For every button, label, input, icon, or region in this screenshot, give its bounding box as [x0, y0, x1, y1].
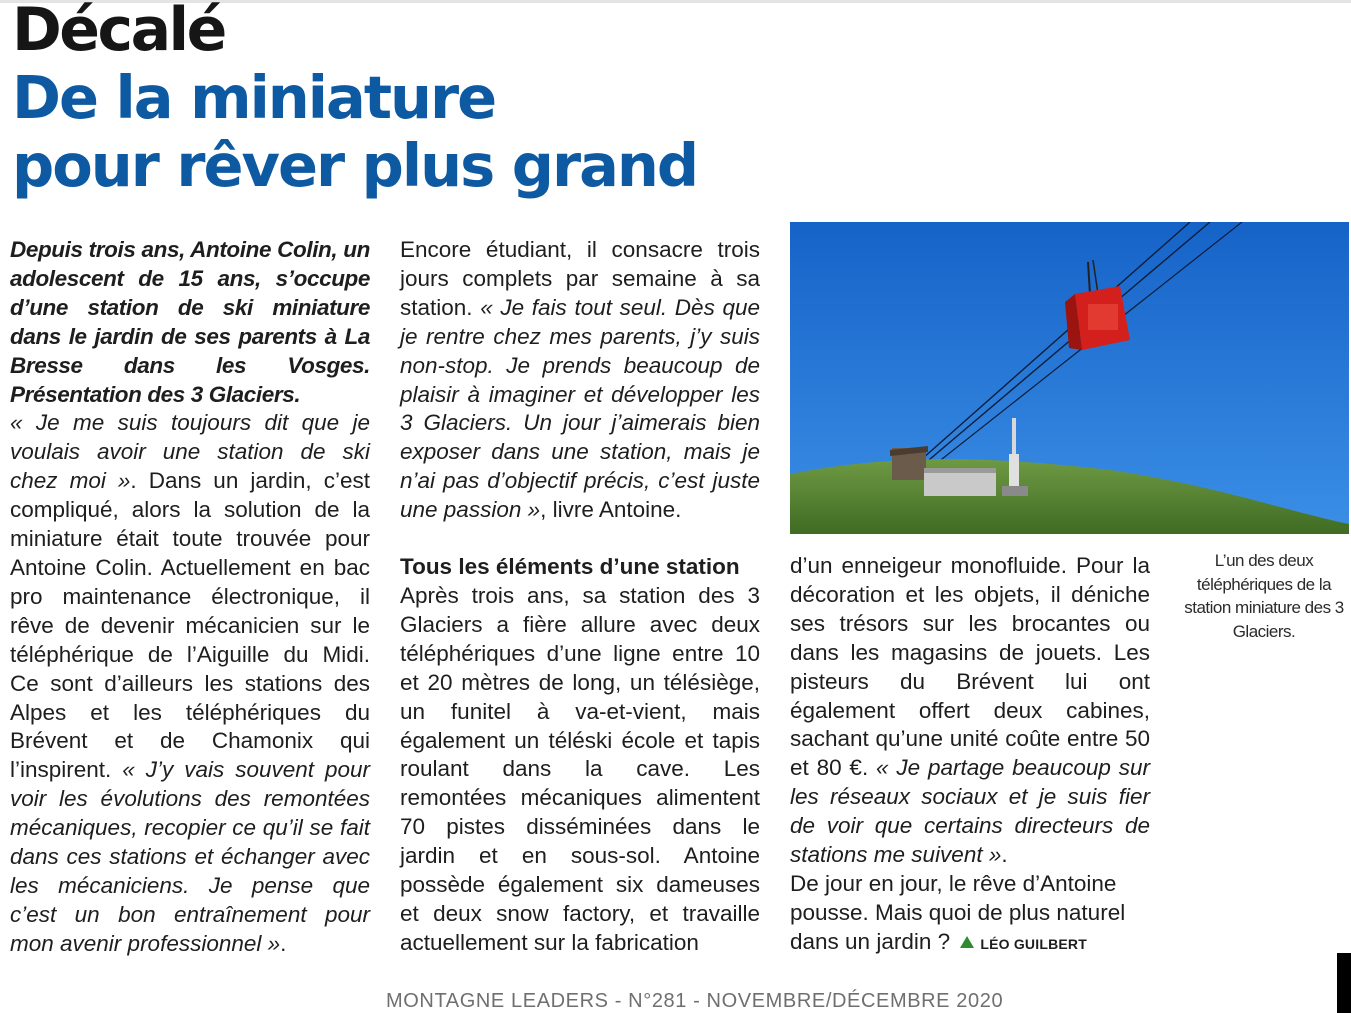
body-paragraph-4 [790, 552, 1150, 870]
quote: « J’y vais souvent pour voir les évolutions des remontées mécaniques, recopier ce qu’il se fait dans ces stations et échanger avec les mécaniciens. Je pense que c’est un bon entraînement pour mon avenir professionnel » [10, 757, 370, 956]
column-2 [400, 236, 760, 958]
quote: « Je fais tout seul. Dès que je rentre chez mes parents, j’y suis non-stop. Je prends beaucoup de plaisir à imaginer et développer les 3 Glaciers. Un jour j’aimerais bien exposer dans une station, mais je n’ai pas d’objectif précis, c’est juste une passion » [400, 294, 761, 523]
headline-line-1: De la miniature [12, 63, 496, 132]
page-footer: MONTAGNE LEADERS - N°281 - NOVEMBRE/DÉCEMBRE 2020 [386, 990, 1004, 1012]
mast-base [1009, 454, 1019, 486]
body-text: , livre Antoine. [540, 497, 682, 523]
paragraph-gap [400, 525, 760, 553]
quote: « Je partage beaucoup sur les réseaux sociaux et je suis fier de voir que certains directeurs de stations me suivent » [790, 755, 1151, 868]
byline: LÉO GUILBERT [980, 935, 1087, 952]
photo-caption: L’un des deux téléphériques de la station miniature des 3 Glaciers. [1184, 551, 1344, 641]
body-text: . Dans un jardin, c’est compliqué, alors la solution de la miniature était toute trouvée pour Antoine Colin. Actuellement en bac pro maintenance électronique, il rêve de devenir mécanicien sur le téléphérique de l’Aiguille du Midi. Ce sont d’ailleurs les stations des Alpes et les téléphériques du Brévent et de Chamonix qui l’inspirent. [10, 468, 370, 783]
page-edge-bar [1337, 953, 1351, 1013]
body-text: . [280, 930, 287, 956]
body-paragraph-3: Après trois ans, sa station des 3 Glaciers a fière allure avec deux téléphériques d’une ligne entre 10 et 20 mètres de long, un télésiège, un funitel à va-et-vient, mais également un téléski école et tapis roulant dans la cave. Les remontées mécaniques alimentent 70 pistes disséminées dans le jardin et en sous-sol. Antoine possède également six dameuses et deux snow factory, et travaille actuellement sur la fabrication [400, 582, 760, 955]
body-paragraph-2 [400, 236, 760, 525]
body-paragraph-1 [10, 409, 370, 958]
station-platform [924, 470, 996, 496]
red-cabin [1065, 286, 1130, 350]
byline-triangle-icon [960, 936, 974, 948]
subheading: Tous les éléments d’une station [400, 554, 740, 580]
platform-roof [924, 468, 996, 473]
body-text: . [1001, 842, 1008, 868]
section-kicker: Décalé [12, 0, 225, 65]
quote: « Je me suis toujours dit que je voulais avoir une station de ski chez moi » [10, 410, 370, 494]
headline-line-2: pour rêver plus grand [12, 131, 698, 200]
article-headline [12, 64, 697, 200]
cable-car-photo [790, 222, 1349, 534]
column-1 [10, 236, 370, 959]
body-text: De jour en jour, le rêve d’Antoine pousse. Mais quoi de plus naturel dans un jardin ? [790, 870, 1126, 954]
photo-illustration [790, 222, 1349, 534]
lead-paragraph: Depuis trois ans, Antoine Colin, un adolescent de 15 ans, s’occupe d’une station de ski miniature dans le jardin de ses parents à La Bresse dans les Vosges. Présentation des 3 Glaciers. [10, 237, 370, 407]
body-paragraph-5 [790, 870, 1150, 959]
pylon-foot [1002, 486, 1028, 496]
column-3 [790, 552, 1150, 959]
body-text: Encore étudiant, il consacre trois jours complets par semaine à sa station. [400, 237, 760, 320]
body-text: d’un enneigeur monofluide. Pour la décoration et les objets, il déniche ses trésors sur les brocantes ou dans les magasins de jouets. Les pisteurs du Brévent lui ont également offert deux cabines, sachant qu’une unité coûte entre 50 et 80 €. [790, 553, 1150, 781]
